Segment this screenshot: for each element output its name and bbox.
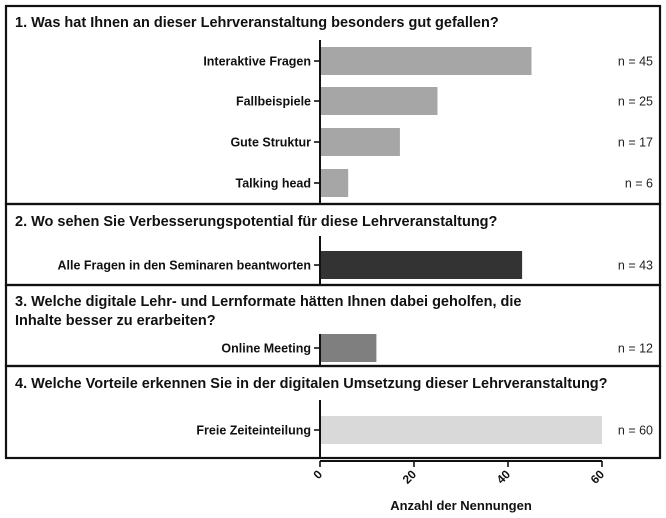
question-title: 1. Was hat Ihnen an dieser Lehrveranstaltung besonders gut gefallen?: [15, 15, 499, 31]
category-label: Interaktive Fragen: [203, 54, 311, 69]
question-panel: [6, 285, 660, 366]
n-count-label: n = 17: [617, 135, 653, 150]
category-label: Gute Struktur: [230, 135, 311, 150]
bar: [321, 416, 602, 444]
bar: [321, 251, 522, 279]
n-count-label: n = 6: [624, 176, 653, 191]
question-panel: [6, 204, 660, 285]
bar: [321, 87, 438, 115]
question-title: 4. Welche Vorteile erkennen Sie in der digitalen Umsetzung dieser Lehrveranstaltung?: [15, 376, 608, 392]
category-label: Talking head: [235, 176, 311, 191]
x-tick-label: 60: [587, 467, 608, 487]
question-panel: [6, 366, 660, 458]
n-count-label: n = 12: [617, 341, 653, 356]
category-label: Online Meeting: [221, 341, 311, 356]
n-count-label: n = 45: [617, 54, 653, 69]
x-tick-label: 0: [310, 467, 326, 482]
bar: [321, 334, 376, 362]
x-axis: [310, 461, 607, 487]
question-panel: [6, 6, 660, 204]
question-title: Inhalte besser zu erarbeiten?: [15, 313, 216, 329]
category-label: Fallbeispiele: [235, 94, 311, 109]
n-count-label: n = 60: [617, 423, 653, 438]
n-count-label: n = 25: [617, 94, 653, 109]
x-tick-label: 40: [493, 467, 514, 487]
category-label: Alle Fragen in den Seminaren beantworten: [57, 258, 311, 273]
x-axis-title: Anzahl der Nennungen: [390, 498, 532, 513]
bar: [321, 169, 348, 197]
bar: [321, 47, 532, 75]
bar: [321, 128, 400, 156]
x-tick-label: 20: [399, 467, 420, 487]
category-label: Freie Zeiteinteilung: [196, 423, 311, 438]
n-count-label: n = 43: [617, 258, 653, 273]
question-title: 3. Welche digitale Lehr- und Lernformate hätten Ihnen dabei geholfen, die: [15, 294, 522, 310]
question-title: 2. Wo sehen Sie Verbesserungspotential für diese Lehrveranstaltung?: [15, 214, 498, 230]
